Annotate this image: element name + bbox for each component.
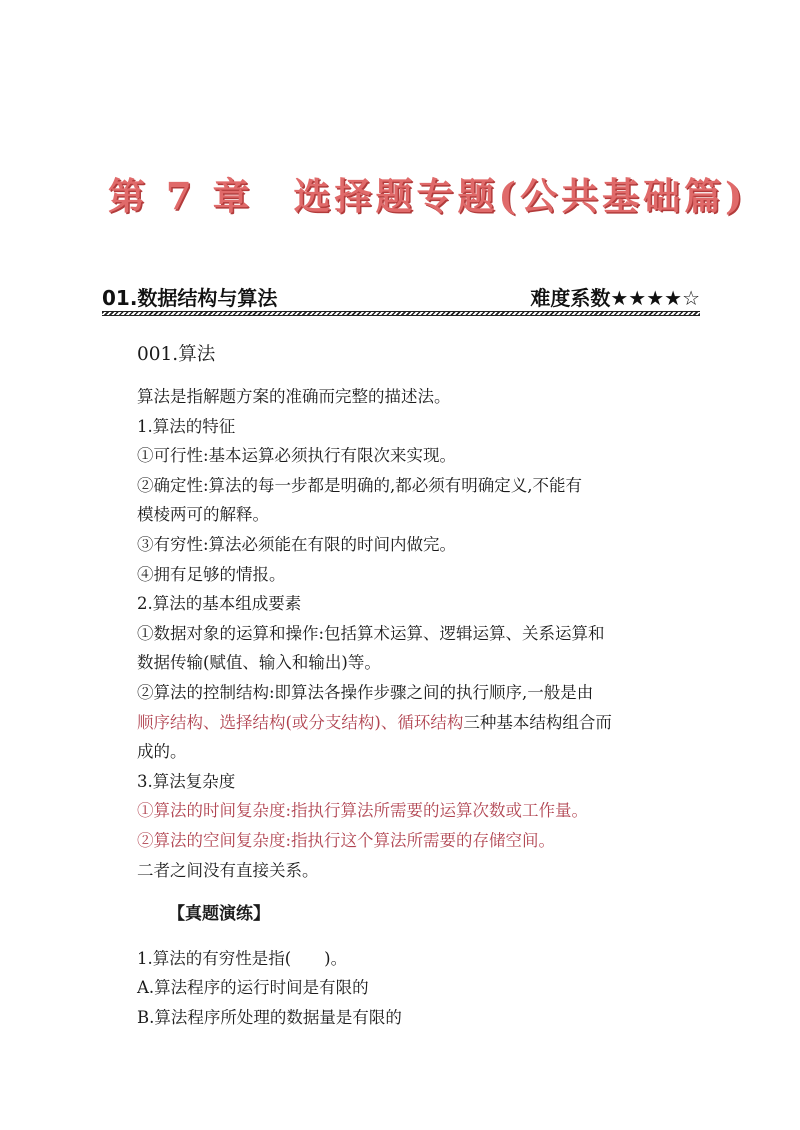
difficulty-stars: ★★★★☆ [610, 286, 700, 310]
page-content [137, 340, 702, 1032]
features-heading: 1.算法的特征 [137, 416, 236, 436]
complexity-heading: 3.算法复杂度 [137, 771, 236, 791]
control-structures-highlight: 顺序结构、选择结构(或分支结构)、循环结构 [137, 712, 464, 732]
chapter-number: 第 7 章 [108, 174, 254, 218]
time-complexity: ①算法的时间复杂度:指执行算法所需要的运算次数或工作量。 [137, 801, 589, 821]
section-title: 01.数据结构与算法 [102, 286, 278, 310]
practice-heading: 【真题演练】 [168, 904, 270, 925]
difficulty-label: 难度系数 [530, 286, 611, 310]
option-a: A.算法程序的运行时间是有限的 [137, 978, 369, 998]
control-structures-rest: 三种基本结构组合而 [463, 712, 612, 732]
feature-information: ④拥有足够的情报。 [137, 564, 286, 584]
feature-determinism-line2: 模棱两可的解释。 [137, 505, 269, 525]
feature-determinism-line1: ②确定性:算法的每一步都是明确的,都必须有明确定义,不能有 [137, 475, 583, 495]
space-complexity: ②算法的空间复杂度:指执行这个算法所需要的存储空间。 [137, 830, 556, 850]
element-control-line1: ②算法的控制结构:即算法各操作步骤之间的执行顺序,一般是由 [137, 682, 594, 702]
feature-finiteness: ③有穷性:算法必须能在有限的时间内做完。 [137, 534, 457, 554]
feature-feasibility: ①可行性:基本运算必须执行有限次来实现。 [137, 446, 457, 466]
section-divider [102, 311, 700, 316]
element-operations-line2: 数据传输(赋值、输入和输出)等。 [137, 653, 381, 673]
section-header [102, 280, 700, 316]
elements-heading: 2.算法的基本组成要素 [137, 594, 302, 614]
element-operations-line1: ①数据对象的运算和操作:包括算术运算、逻辑运算、关系运算和 [137, 623, 605, 643]
complexity-note: 二者之间没有直接关系。 [137, 860, 319, 880]
question-1: 1.算法的有穷性是指( )。 [137, 948, 348, 968]
difficulty-rating [530, 282, 700, 311]
element-control-line3: 成的。 [137, 742, 187, 762]
topic-definition: 算法是指解题方案的准确而完整的描述法。 [137, 387, 451, 406]
option-b: B.算法程序所处理的数据量是有限的 [137, 1007, 402, 1027]
chapter-title [108, 166, 747, 220]
topic-title: 001.算法 [137, 344, 216, 365]
element-control-line2 [103, 708, 702, 738]
chapter-name: 选择题专题(公共基础篇) [293, 174, 747, 218]
